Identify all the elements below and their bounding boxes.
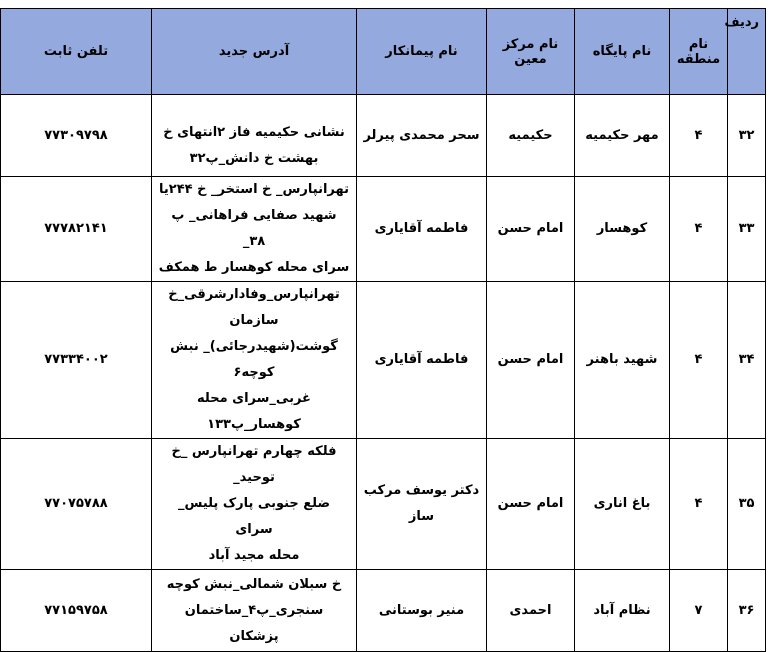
address-cell <box>152 282 357 439</box>
phone-cell: ۷۷۳۳۴۰۰۲ <box>1 282 152 439</box>
address-line: خ سبلان شمالی_نبش کوچه <box>166 576 342 592</box>
address-line: فلکه چهارم تهرانپارس _خ توحید_ <box>171 444 337 485</box>
header-address: آدرس جدید <box>152 9 357 95</box>
center-cell: امام حسن <box>487 282 575 439</box>
header-row <box>1 9 766 95</box>
center-cell: حکیمیه <box>487 95 575 177</box>
header-region-label: نام منطقه <box>676 36 721 67</box>
region-cell: ۴ <box>670 95 728 177</box>
address-line: سنجری_پ۴_ساختمان پزشکان <box>184 602 324 644</box>
address-cell <box>152 95 357 177</box>
address-line: غربی_سرای محله کوهسار_پ۱۳۳ <box>197 391 311 432</box>
address-line: شهید صفایی فراهانی_ پ ۳۸_ <box>171 208 337 249</box>
row-number-cell: ۳۴ <box>728 282 766 439</box>
address-line: ضلع جنوبی پارک پلیس_ سرای <box>177 496 331 537</box>
phone-cell: ۷۷۳۰۹۷۹۸ <box>1 95 152 177</box>
phone-cell: ۷۷۰۷۵۷۸۸ <box>1 439 152 570</box>
address-line: تهرانپارس_ خ استخر_ خ ۲۴۴یا <box>159 182 349 197</box>
region-cell: ۴ <box>670 439 728 570</box>
address-line: نشانی حکیمیه فاز ۲انتهای خ <box>163 125 345 140</box>
address-line: محله مجید آباد <box>208 548 300 563</box>
contractor-cell: منیر بوستانی <box>357 570 487 652</box>
contractor-cell: فاطمه آقایاری <box>357 282 487 439</box>
header-contractor: نام پیمانکار <box>357 9 487 95</box>
header-region <box>670 9 728 95</box>
region-cell: ۴ <box>670 177 728 282</box>
row-number-cell: ۳۲ <box>728 95 766 177</box>
header-base: نام پایگاه <box>575 9 670 95</box>
table-row <box>1 439 766 570</box>
phone-cell: ۷۷۱۵۹۷۵۸ <box>1 570 152 652</box>
header-phone: تلفن ثابت <box>1 9 152 95</box>
address-cell <box>152 177 357 282</box>
row-number-cell: ۳۵ <box>728 439 766 570</box>
header-row-number: ردیف <box>728 9 766 95</box>
table-row <box>1 95 766 177</box>
base-cell: کوهسار <box>575 177 670 282</box>
table-row <box>1 177 766 282</box>
table-row <box>1 570 766 652</box>
header-center: نام مرکز معین <box>487 9 575 95</box>
base-cell: نظام آباد <box>575 570 670 652</box>
region-cell: ۴ <box>670 282 728 439</box>
contractor-cell: فاطمه آقایاری <box>357 177 487 282</box>
row-number-cell: ۳۶ <box>728 570 766 652</box>
base-cell: مهر حکیمیه <box>575 95 670 177</box>
center-cell: امام حسن <box>487 177 575 282</box>
base-cell: باغ اناری <box>575 439 670 570</box>
table-row <box>1 282 766 439</box>
base-cell: شهید باهنر <box>575 282 670 439</box>
address-line: تهرانپارس_وفادارشرقی_خ سازمان <box>168 287 340 328</box>
contractor-cell: سحر محمدی پیرلر <box>357 95 487 177</box>
contractor-cell: دکتر یوسف مرکب ساز <box>357 439 487 570</box>
row-number-cell: ۳۳ <box>728 177 766 282</box>
phone-cell: ۷۷۷۸۲۱۴۱ <box>1 177 152 282</box>
region-cell: ۷ <box>670 570 728 652</box>
center-cell: امام حسن <box>487 439 575 570</box>
address-cell <box>152 439 357 570</box>
center-cell: احمدی <box>487 570 575 652</box>
address-line: گوشت(شهیدرجائی)_ نبش کوچه۶ <box>170 339 338 380</box>
address-line: بهشت خ دانش_پ۳۲ <box>189 151 319 166</box>
address-cell <box>152 570 357 652</box>
contractor-table <box>0 8 766 652</box>
address-line: سرای محله کوهسار ط همکف <box>158 260 350 275</box>
